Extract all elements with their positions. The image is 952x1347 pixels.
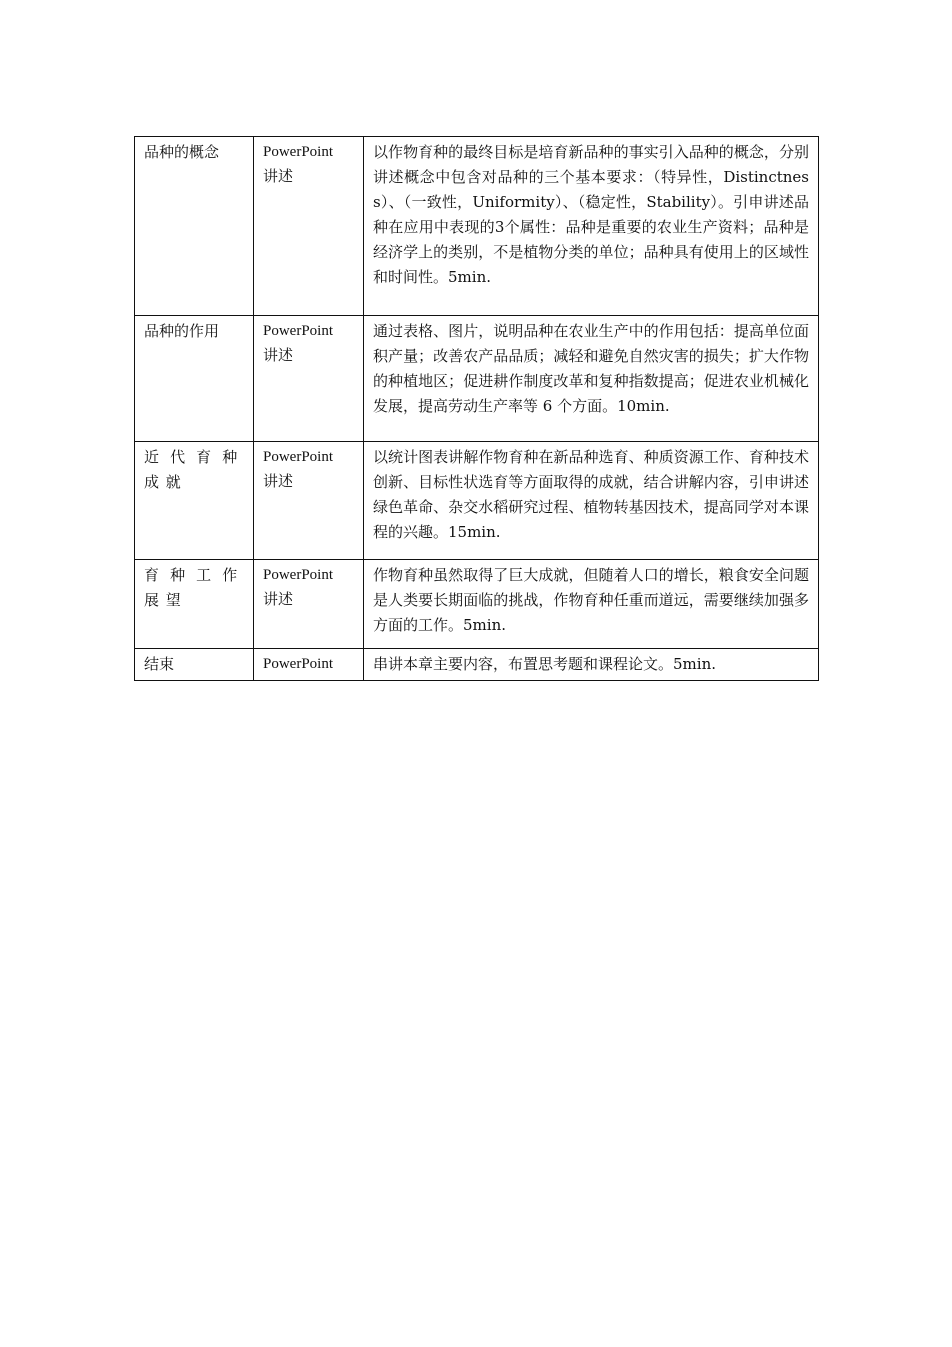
topic-cell: 品种的作用: [135, 316, 254, 442]
table-row: [135, 137, 819, 316]
method-line: PowerPoint: [263, 144, 334, 160]
method-cell: [254, 316, 364, 442]
description-cell: 作物育种虽然取得了巨大成就，但随着人口的增长，粮食安全问题是人类要长期面临的挑战，作物育种任重而道远，需要继续加强多方面的工作。5min.: [364, 560, 819, 649]
method-cell: [254, 137, 364, 316]
method-line: 讲述: [263, 169, 294, 185]
description-cell: 以统计图表讲解作物育种在新品种选育、种质资源工作、育种技术创新、目标性状选育等方面取得的成就，结合讲解内容，引申讲述绿色革命、杂交水稻研究过程、植物转基因技术，提高同学对本课程的兴趣。15min.: [364, 442, 819, 560]
table-row: [135, 649, 819, 681]
lesson-plan-table: [134, 136, 819, 681]
topic-cell: 近代育种成就: [135, 442, 254, 560]
method-cell: [254, 649, 364, 681]
topic-cell: 结束: [135, 649, 254, 681]
method-line: PowerPoint: [263, 449, 334, 465]
topic-cell: 品种的概念: [135, 137, 254, 316]
method-line: 讲述: [263, 348, 294, 364]
method-line: PowerPoint: [263, 656, 334, 672]
table-row: [135, 316, 819, 442]
description-cell: 以作物育种的最终目标是培育新品种的事实引入品种的概念，分别讲述概念中包含对品种的三个基本要求：（特异性，Distinctness）、（一致性，Uniformity）、（稳定性，Stability）。引申讲述品种在应用中表现的3个属性：品种是重要的农业生产资料；品种是经济学上的类别，不是植物分类的单位；品种具有使用上的区域性和时间性。5min.: [364, 137, 819, 316]
method-line: 讲述: [263, 474, 294, 490]
table-row: [135, 560, 819, 649]
method-line: PowerPoint: [263, 567, 334, 583]
method-cell: [254, 442, 364, 560]
description-cell: 通过表格、图片，说明品种在农业生产中的作用包括：提高单位面积产量；改善农产品品质；减轻和避免自然灾害的损失；扩大作物的种植地区；促进耕作制度改革和复种指数提高；促进农业机械化发展，提高劳动生产率等 6 个方面。10min.: [364, 316, 819, 442]
topic-cell: 育种工作展望: [135, 560, 254, 649]
method-cell: [254, 560, 364, 649]
description-cell: 串讲本章主要内容，布置思考题和课程论文。5min.: [364, 649, 819, 681]
table-row: [135, 442, 819, 560]
method-line: 讲述: [263, 592, 294, 608]
method-line: PowerPoint: [263, 323, 334, 339]
